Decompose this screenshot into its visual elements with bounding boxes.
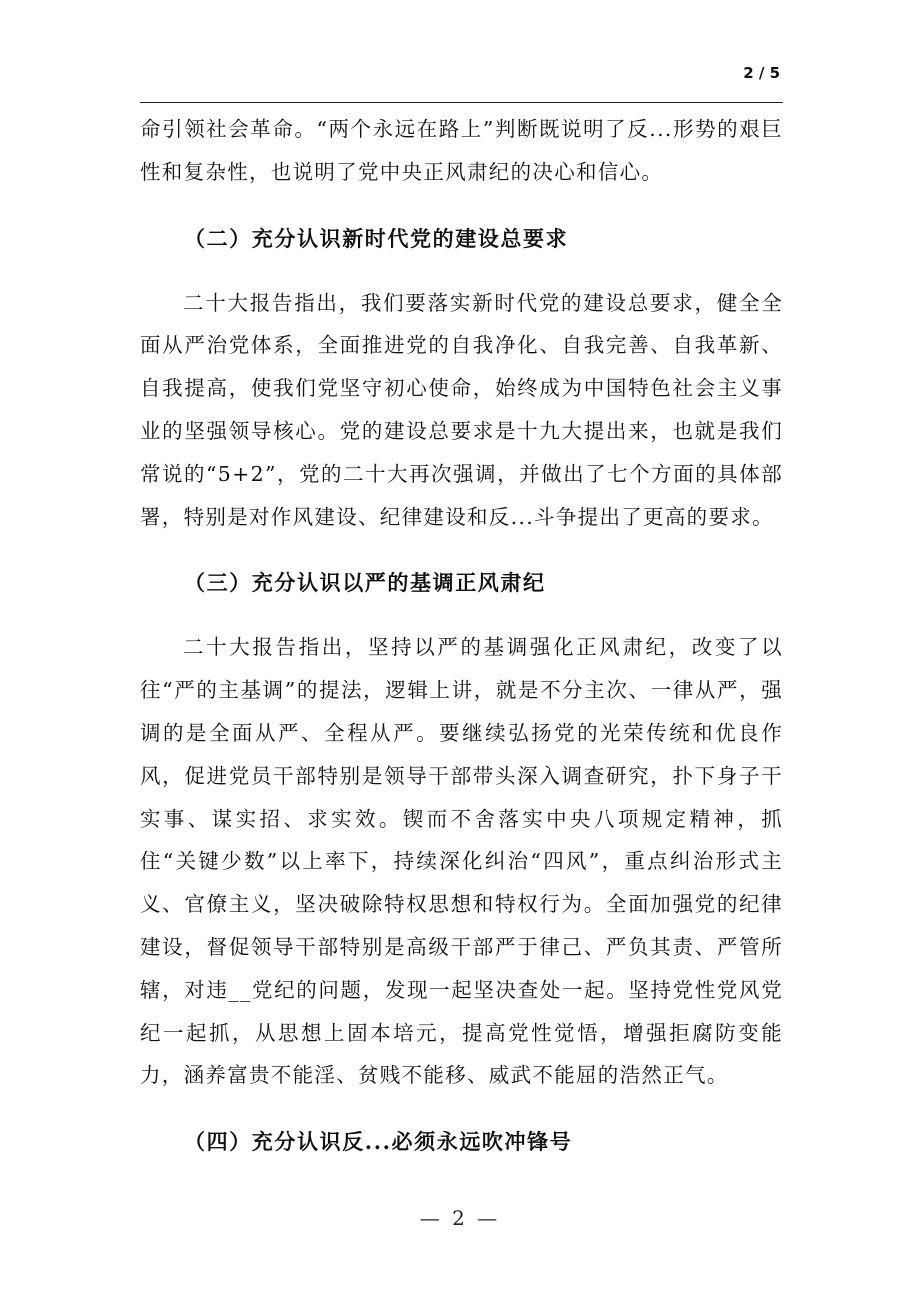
page-footer-number: — 2 — [419,1206,501,1230]
paragraph-section-3: 二十大报告指出，坚持以严的基调强化正风肃纪，改变了以往“严的主基调”的提法，逻辑上讲，就是不分主次、一律从严，强调的是全面从严、全程从严。要继续弘扬党的光荣传统和优良作风，促进党员干部特别是领导干部带头深入调查研究，扑下身子干实事、谋实招、求实效。锲而不舍落实中央八项规定精神，抓住“关键少数”以上率下，持续深化纠治“四风”，重点纠治形式主义、官僚主义，坚决破除特权思想和特权行为。全面加强党的纪律建设，督促领导干部特别是高级干部严于律己、严负其责、严管所辖，对违__党纪的问题，发现一起坚决查处一起。坚持党性党风党纪一起抓，从思想上固本培元，提高党性觉悟，增强拒腐防变能力，涵养富贵不能淫、贫贱不能移、威武不能屈的浩然正气。 [140,635,783,1088]
document-body [140,108,783,1157]
section-heading-3: （三）充分认识以严的基调正风肃纪 [184,570,546,596]
paragraph-section-2: 二十大报告指出，我们要落实新时代党的建设总要求，健全全面从严治党体系，全面推进党的自我净化、自我完善、自我革新、自我提高，使我们党坚守初心使命，始终成为中国特色社会主义事业的坚强领导核心。党的建设总要求是十九大提出来，也就是我们常说的“5+2”，党的二十大再次强调，并做出了七个方面的具体部署，特别是对作风建设、纪律建设和反...斗争提出了更高的要求。 [140,290,783,529]
section-heading-2: （二）充分认识新时代党的建设总要求 [184,225,569,251]
section-heading-4: （四）充分认识反...必须永远吹冲锋号 [184,1129,573,1155]
header-rule [140,102,783,103]
page-indicator: 2 / 5 [743,64,780,82]
paragraph-continued: 命引领社会革命。“两个永远在路上”判断既说明了反...形势的艰巨性和复杂性，也说明了党中央正风肃纪的决心和信心。 [140,117,783,184]
